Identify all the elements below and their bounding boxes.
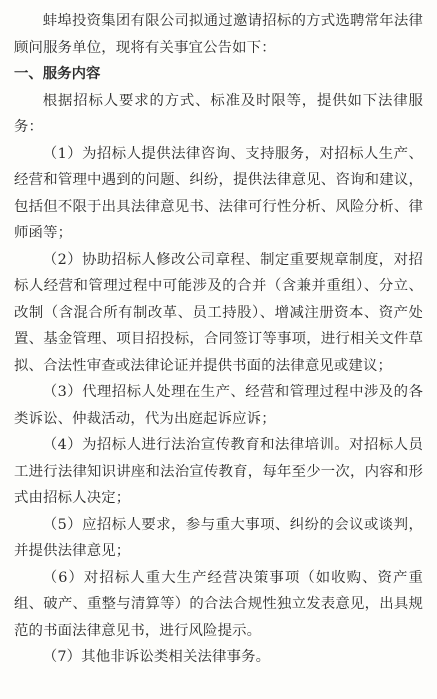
service-item-1: （1）为招标人提供法律咨询、支持服务，对招标人生产、经营和管理中遇到的问题、纠纷，提供法律意见、咨询和建议，包括但不限于出具法律意见书、法律可行性分析、风险分析、律师函等； [14,145,423,241]
section-lead-paragraph: 根据招标人要求的方式、标准及时限等，提供如下法律服务： [14,92,423,135]
service-item-4: （4）为招标人进行法治宣传教育和法律培训。对招标人员工进行法律知识讲座和法治宣传教育，每年至少一次，内容和形式由招标人决定； [14,437,423,506]
service-item-7: （7）其他非诉讼类相关法律事务。 [42,649,271,665]
service-item-6: （6）对招标人重大生产经营决策事项（如收购、资产重组、破产、重整与清算等）的合法合规性独立发表意见，出具规范的书面法律意见书，进行风险提示。 [14,569,423,639]
intro-paragraph: 蚌埠投资集团有限公司拟通过邀请招标的方式选聘常年法律顾问服务单位，现将有关事宜公告如下： [14,13,423,56]
service-item-5: （5）应招标人要求，参与重大事项、纠纷的会议或谈判，并提供法律意见； [14,516,423,559]
section-heading-service-content: 一、服务内容 [14,65,101,82]
service-item-3: （3）代理招标人处理在生产、经营和管理过程中涉及的各类诉讼、仲裁活动，代为出庭起诉应诉； [14,384,423,427]
service-item-2: （2）协助招标人修改公司章程、制定重要规章制度，对招标人经营和管理过程中可能涉及的合并（含兼并重组）、分立、改制（含混合所有制改革、员工持股）、增减注册资本、资产处置、基金管理、项目招投标，合同签订等事项，进行相关文件草拟、合法性审查或法律论证并提供书面的法律意见或建议； [14,251,423,374]
